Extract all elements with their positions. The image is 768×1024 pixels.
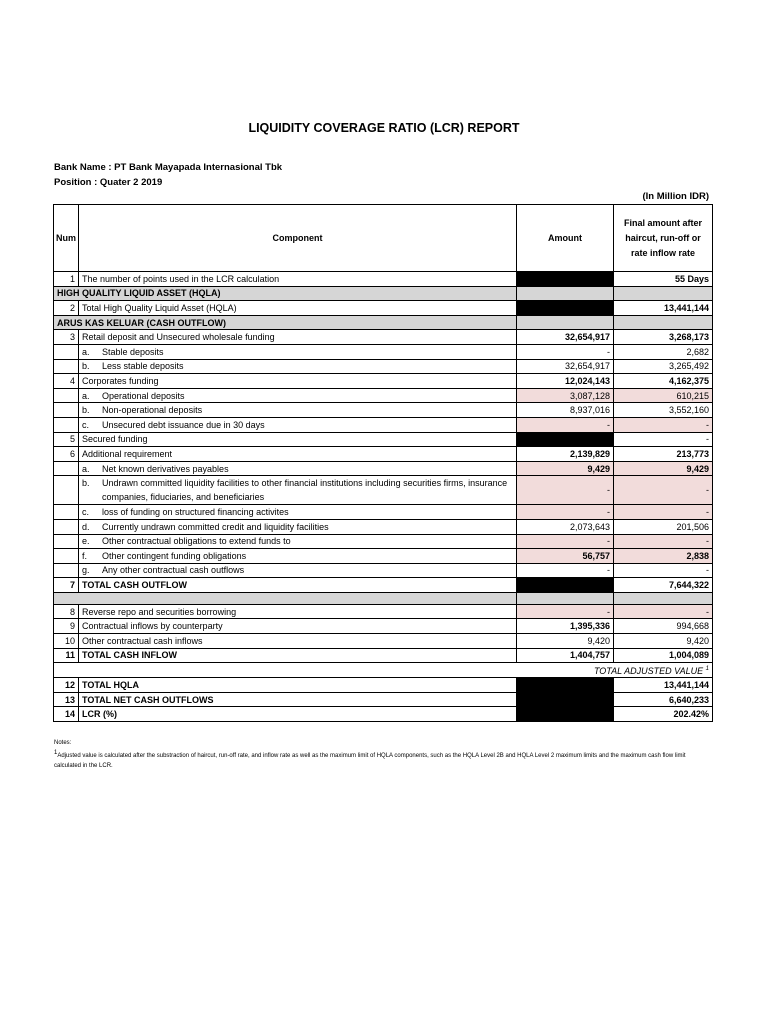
row-num bbox=[54, 388, 79, 403]
table-row bbox=[54, 505, 713, 520]
row-letter: b. bbox=[82, 405, 90, 416]
total-row bbox=[54, 678, 713, 693]
notes-footnote-mark: 1 bbox=[54, 750, 58, 756]
row-letter: g. bbox=[82, 565, 90, 576]
row-num bbox=[54, 534, 79, 549]
table-row bbox=[54, 476, 713, 505]
row-letter: a. bbox=[82, 390, 90, 401]
table-row bbox=[54, 619, 713, 634]
section-cell bbox=[517, 286, 614, 301]
table-row bbox=[54, 403, 713, 418]
blacked-cell bbox=[517, 678, 614, 693]
blacked-cell bbox=[517, 692, 614, 707]
row-num bbox=[54, 563, 79, 578]
row-num bbox=[54, 505, 79, 520]
section-cell bbox=[517, 315, 614, 330]
table-row bbox=[54, 534, 713, 549]
row-amount: 12,024,143 bbox=[517, 374, 614, 389]
row-final: 201,506 bbox=[614, 519, 713, 534]
row-component bbox=[79, 534, 517, 549]
section-hqla: HIGH QUALITY LIQUID ASSET (HQLA) bbox=[54, 286, 517, 301]
row-component bbox=[79, 549, 517, 564]
table-row bbox=[54, 447, 713, 462]
row-component: TOTAL NET CASH OUTFLOWS bbox=[79, 692, 517, 707]
table-row bbox=[54, 359, 713, 374]
amount-header: Amount bbox=[517, 205, 614, 272]
row-num bbox=[54, 549, 79, 564]
total-row bbox=[54, 692, 713, 707]
row-component bbox=[79, 403, 517, 418]
row-final: 3,265,492 bbox=[614, 359, 713, 374]
row-component bbox=[79, 359, 517, 374]
row-component-text: loss of funding on structured financing activites bbox=[102, 507, 289, 518]
row-component bbox=[79, 344, 517, 359]
row-component: Reverse repo and securities borrowing bbox=[79, 604, 517, 619]
report-title: LIQUIDITY COVERAGE RATIO (LCR) REPORT bbox=[248, 121, 520, 135]
row-letter: e. bbox=[82, 536, 90, 547]
row-amount: 3,087,128 bbox=[517, 388, 614, 403]
table-row bbox=[54, 272, 713, 287]
row-final: 4,162,375 bbox=[614, 374, 713, 389]
row-letter: a. bbox=[82, 463, 90, 474]
row-amount: 9,429 bbox=[517, 461, 614, 476]
row-component: TOTAL CASH OUTFLOW bbox=[79, 578, 517, 593]
section-cell bbox=[614, 286, 713, 301]
row-num: 11 bbox=[54, 648, 79, 663]
table-row bbox=[54, 417, 713, 432]
adjusted-value-label bbox=[54, 663, 713, 678]
blacked-cell bbox=[517, 578, 614, 593]
row-letter: a. bbox=[82, 346, 90, 357]
row-letter: c. bbox=[82, 419, 90, 430]
unit-label: (In Million IDR) bbox=[642, 191, 709, 202]
report-position: Position : Quater 2 2019 bbox=[54, 177, 163, 188]
row-num: 9 bbox=[54, 619, 79, 634]
row-component bbox=[79, 505, 517, 520]
table-row bbox=[54, 634, 713, 649]
total-row bbox=[54, 648, 713, 663]
row-component: Contractual inflows by counterparty bbox=[79, 619, 517, 634]
row-num bbox=[54, 403, 79, 418]
row-amount: - bbox=[517, 344, 614, 359]
blacked-cell bbox=[517, 707, 614, 722]
row-letter: b. bbox=[82, 361, 90, 372]
num-header: Num bbox=[54, 205, 79, 272]
row-letter: f. bbox=[82, 550, 88, 561]
section-row bbox=[54, 286, 713, 301]
row-final: - bbox=[614, 432, 713, 447]
row-component-text: Less stable deposits bbox=[102, 361, 184, 372]
row-final: 6,640,233 bbox=[614, 692, 713, 707]
row-final: - bbox=[614, 534, 713, 549]
row-num bbox=[54, 476, 79, 505]
row-component: Other contractual cash inflows bbox=[79, 634, 517, 649]
row-component-text: Net known derivatives payables bbox=[102, 463, 229, 474]
row-amount: 32,654,917 bbox=[517, 330, 614, 345]
lcr-table bbox=[53, 204, 713, 722]
row-final: - bbox=[614, 505, 713, 520]
table-row bbox=[54, 549, 713, 564]
row-num: 14 bbox=[54, 707, 79, 722]
row-final: 202.42% bbox=[614, 707, 713, 722]
row-component: Secured funding bbox=[79, 432, 517, 447]
row-component-text: Other contractual obligations to extend funds to bbox=[102, 536, 291, 547]
row-amount: - bbox=[517, 534, 614, 549]
row-component: TOTAL CASH INFLOW bbox=[79, 648, 517, 663]
final-amount-header: Final amount after haircut, run-off or rate inflow rate bbox=[614, 205, 713, 272]
row-component-text: Any other contractual cash outflows bbox=[102, 565, 245, 576]
table-row bbox=[54, 301, 713, 316]
blacked-cell bbox=[517, 432, 614, 447]
row-component: Corporates funding bbox=[79, 374, 517, 389]
row-final: 3,268,173 bbox=[614, 330, 713, 345]
row-component bbox=[79, 461, 517, 476]
row-num: 7 bbox=[54, 578, 79, 593]
row-component-text: Currently undrawn committed credit and liquidity facilities bbox=[102, 521, 329, 532]
row-component-text: Non-operational deposits bbox=[102, 405, 203, 416]
notes-text-block bbox=[54, 748, 714, 771]
row-final: - bbox=[614, 417, 713, 432]
row-final: 213,773 bbox=[614, 447, 713, 462]
table-row bbox=[54, 563, 713, 578]
row-num bbox=[54, 417, 79, 432]
row-num: 4 bbox=[54, 374, 79, 389]
row-final: 13,441,144 bbox=[614, 301, 713, 316]
row-final: 2,838 bbox=[614, 549, 713, 564]
row-num: 1 bbox=[54, 272, 79, 287]
row-component: TOTAL HQLA bbox=[79, 678, 517, 693]
total-row bbox=[54, 578, 713, 593]
row-component bbox=[79, 476, 517, 505]
row-component: Additional requirement bbox=[79, 447, 517, 462]
row-final: - bbox=[614, 476, 713, 505]
notes-section bbox=[54, 738, 714, 771]
row-num bbox=[54, 461, 79, 476]
row-amount: 1,404,757 bbox=[517, 648, 614, 663]
notes-text: Adjusted value is calculated after the substraction of haircut, run-off rate, and inflow rate as well as the maximum limit of HQLA components, such as the HQLA Level 2B and HQLA Level 2 maximum limits and the maximum cash flow limit calculated in the LCR. bbox=[54, 753, 686, 769]
blacked-cell bbox=[517, 272, 614, 287]
row-amount: 1,395,336 bbox=[517, 619, 614, 634]
section-outflow: ARUS KAS KELUAR (CASH OUTFLOW) bbox=[54, 315, 517, 330]
row-final: - bbox=[614, 563, 713, 578]
row-amount: 2,073,643 bbox=[517, 519, 614, 534]
table-row bbox=[54, 374, 713, 389]
row-amount: 56,757 bbox=[517, 549, 614, 564]
row-num: 10 bbox=[54, 634, 79, 649]
row-component bbox=[79, 388, 517, 403]
row-final: 1,004,089 bbox=[614, 648, 713, 663]
row-num: 5 bbox=[54, 432, 79, 447]
row-amount: - bbox=[517, 476, 614, 505]
row-final: 610,215 bbox=[614, 388, 713, 403]
adjusted-label-text: TOTAL ADJUSTED VALUE bbox=[593, 666, 704, 677]
row-letter: c. bbox=[82, 507, 90, 518]
row-amount: 9,420 bbox=[517, 634, 614, 649]
row-amount: - bbox=[517, 417, 614, 432]
row-component-text: Operational deposits bbox=[102, 390, 185, 401]
row-num: 2 bbox=[54, 301, 79, 316]
table-row bbox=[54, 388, 713, 403]
adjusted-footnote-mark: 1 bbox=[705, 666, 709, 673]
row-component bbox=[79, 519, 517, 534]
row-component bbox=[79, 417, 517, 432]
blacked-cell bbox=[517, 301, 614, 316]
row-component bbox=[79, 563, 517, 578]
row-final: 994,668 bbox=[614, 619, 713, 634]
adjusted-value-row bbox=[54, 663, 713, 678]
spacer-cell bbox=[614, 592, 713, 604]
header-row bbox=[54, 205, 713, 272]
row-final: 9,429 bbox=[614, 461, 713, 476]
table-row bbox=[54, 461, 713, 476]
row-num: 12 bbox=[54, 678, 79, 693]
row-amount: 8,937,016 bbox=[517, 403, 614, 418]
row-final: 2,682 bbox=[614, 344, 713, 359]
row-letter: d. bbox=[82, 521, 90, 532]
row-component: The number of points used in the LCR calculation bbox=[79, 272, 517, 287]
row-component-text: Stable deposits bbox=[102, 346, 164, 357]
row-component-text: Unsecured debt issuance due in 30 days bbox=[102, 419, 265, 430]
row-final: 3,552,160 bbox=[614, 403, 713, 418]
spacer-row bbox=[54, 592, 713, 604]
table-row bbox=[54, 330, 713, 345]
table-row bbox=[54, 432, 713, 447]
section-row bbox=[54, 315, 713, 330]
row-num bbox=[54, 519, 79, 534]
row-component: Total High Quality Liquid Asset (HQLA) bbox=[79, 301, 517, 316]
row-final: 13,441,144 bbox=[614, 678, 713, 693]
row-num bbox=[54, 359, 79, 374]
row-component: LCR (%) bbox=[79, 707, 517, 722]
row-component-text: Other contingent funding obligations bbox=[102, 550, 247, 561]
row-amount: - bbox=[517, 604, 614, 619]
row-component-text: Undrawn committed liquidity facilities to other financial institutions including securities firms, insurance companies, fiduciaries, and beneficiaries bbox=[102, 478, 508, 503]
bank-name: Bank Name : PT Bank Mayapada Internasional Tbk bbox=[54, 162, 283, 173]
spacer-cell bbox=[54, 592, 517, 604]
spacer-cell bbox=[517, 592, 614, 604]
total-row bbox=[54, 707, 713, 722]
row-final: 55 Days bbox=[614, 272, 713, 287]
row-component: Retail deposit and Unsecured wholesale funding bbox=[79, 330, 517, 345]
row-final: 9,420 bbox=[614, 634, 713, 649]
row-num: 3 bbox=[54, 330, 79, 345]
component-header: Component bbox=[79, 205, 517, 272]
row-num: 8 bbox=[54, 604, 79, 619]
table-row bbox=[54, 344, 713, 359]
row-amount: 2,139,829 bbox=[517, 447, 614, 462]
row-final: - bbox=[614, 604, 713, 619]
row-amount: - bbox=[517, 563, 614, 578]
table-row bbox=[54, 604, 713, 619]
row-letter: b. bbox=[82, 478, 90, 489]
notes-heading: Notes: bbox=[54, 740, 72, 746]
row-amount: 32,654,917 bbox=[517, 359, 614, 374]
row-amount: - bbox=[517, 505, 614, 520]
section-cell bbox=[614, 315, 713, 330]
row-num bbox=[54, 344, 79, 359]
row-num: 6 bbox=[54, 447, 79, 462]
row-num: 13 bbox=[54, 692, 79, 707]
table-row bbox=[54, 519, 713, 534]
row-final: 7,644,322 bbox=[614, 578, 713, 593]
